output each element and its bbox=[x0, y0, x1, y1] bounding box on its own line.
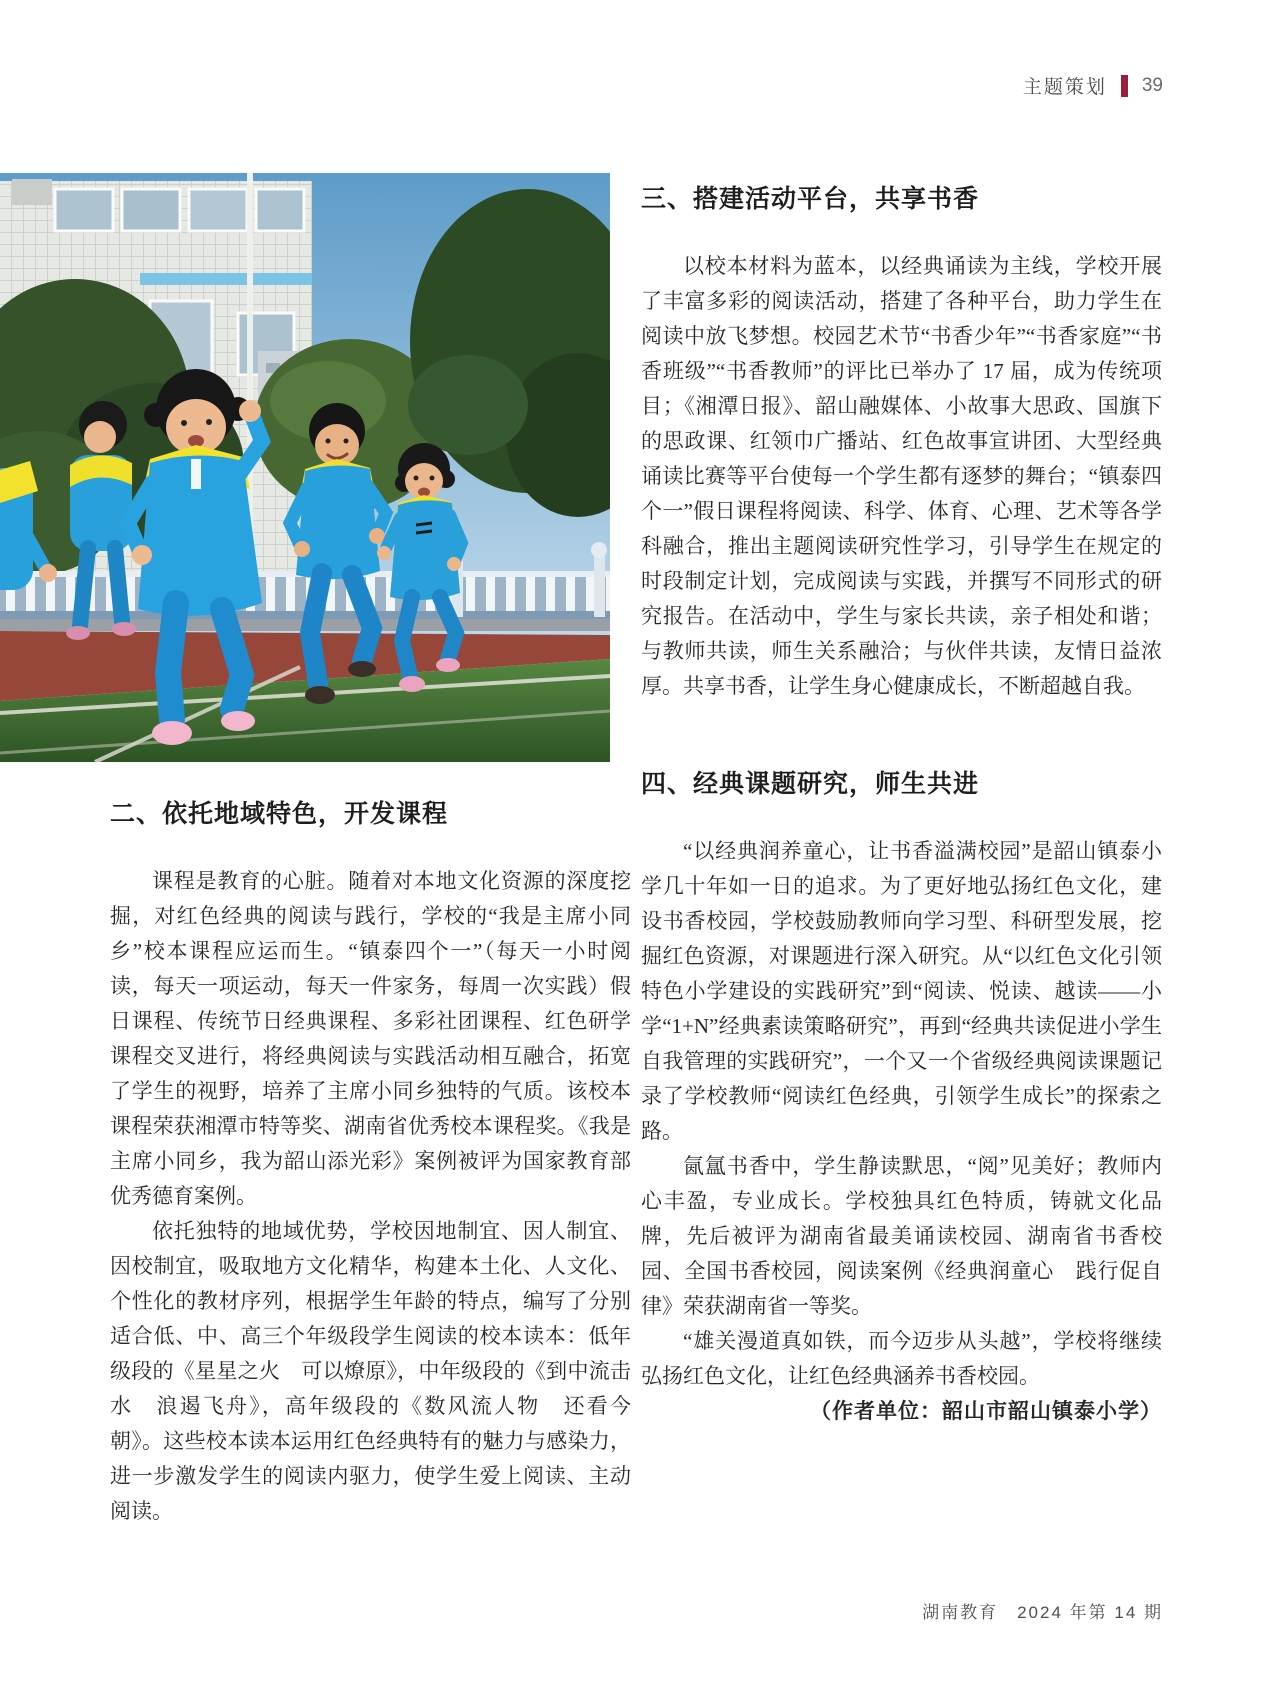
children-running-photo bbox=[0, 173, 610, 762]
page-footer bbox=[922, 1598, 1163, 1623]
section-3-paragraph-1: 以校本材料为蓝本，以经典诵读为主线，学校开展了丰富多彩的阅读活动，搭建了各种平台，助力学生在阅读中放飞梦想。校园艺术节“书香少年”“书香家庭”“书香班级”“书香教师”的评比已举办了 17 届，成为传统项目；《湘潭日报》、韶山融媒体、小故事大思政、国旗下的思政课、红领巾广播站、红色故事宣讲团、大型经典诵读比赛等平台使每一个学生都有逐梦的舞台；“镇泰四个一”假日课程将阅读、科学、体育、心理、艺术等各学科融合，推出主题阅读研究性学习，引导学生在规定的时段制定计划，完成阅读与实践，并撰写不同形式的研究报告。在活动中，学生与家长共读，亲子相处和谐；与教师共读，师生关系融洽；与伙伴共读，友情日益浓厚。共享书香，让学生身心健康成长，不断超越自我。 bbox=[641, 254, 1162, 698]
page-number: 39 bbox=[1141, 74, 1163, 96]
section-3 bbox=[641, 181, 1162, 704]
right-column bbox=[641, 181, 1162, 1429]
header-divider-bar bbox=[1121, 75, 1128, 97]
section-3-heading: 三、搭建活动平台，共享书香 bbox=[641, 185, 980, 213]
section-4-paragraph-3: “雄关漫道真如铁，而今迈步从头越”，学校将继续弘扬红色文化，让红色经典涵养书香校园。 bbox=[641, 1329, 1162, 1388]
photo-illustration bbox=[0, 173, 610, 762]
page-header bbox=[1023, 72, 1163, 99]
header-section-label: 主题策划 bbox=[1022, 77, 1107, 98]
author-attribution: （作者单位：韶山市韶山镇泰小学） bbox=[810, 1399, 1162, 1423]
footer-journal-issue: 湖南教育 2024 年第 14 期 bbox=[922, 1603, 1163, 1622]
section-2-heading: 二、依托地域特色，开发课程 bbox=[110, 800, 449, 828]
section-4-paragraph-2: 氤氲书香中，学生静读默思，“阅”见美好；教师内心丰盈，专业成长。学校独具红色特质，铸就文化品牌，先后被评为湖南省最美诵读校园、湖南省书香校园、全国书香校园，阅读案例《经典润童心 践行促自律》荣获湖南省一等奖。 bbox=[641, 1154, 1162, 1318]
section-2-paragraph-2: 依托独特的地域优势，学校因地制宜、因人制宜、因校制宜，吸取地方文化精华，构建本土化、人文化、个性化的教材序列，根据学生年龄的特点，编写了分别适合低、中、高三个年级段学生阅读的校本读本：低年级段的《星星之火 可以燎原》，中年级段的《到中流击水 浪遏飞舟》，高年级段的《数风流人物 还看今朝》。这些校本读本运用红色经典特有的魅力与感染力，进一步激发学生的阅读内驱力，使学生爱上阅读、主动阅读。 bbox=[110, 1219, 631, 1523]
section-4 bbox=[641, 766, 1162, 1429]
section-2-paragraph-1: 课程是教育的心脏。随着对本地文化资源的深度挖掘，对红色经典的阅读与践行，学校的“我是主席小同乡”校本课程应运而生。“镇泰四个一”（每天一小时阅读，每天一项运动，每天一件家务，每周一次实践）假日课程、传统节日经典课程、多彩社团课程、红色研学课程交叉进行，将经典阅读与实践活动相互融合，拓宽了学生的视野，培养了主席小同乡独特的气质。该校本课程荣获湘潭市特等奖、湖南省优秀校本课程奖。《我是主席小同乡，我为韶山添光彩》案例被评为国家教育部优秀德育案例。 bbox=[110, 869, 631, 1208]
section-4-paragraph-1: “以经典润养童心，让书香溢满校园”是韶山镇泰小学几十年如一日的追求。为了更好地弘扬红色文化，建设书香校园，学校鼓励教师向学习型、科研型发展，挖掘红色资源，对课题进行深入研究。从“以红色文化引领特色小学建设的实践研究”到“阅读、悦读、越读——小学“1+N”经典素读策略研究”，再到“经典共读促进小学生自我管理的实践研究”，一个又一个省级经典阅读课题记录了学校教师“阅读红色经典，引领学生成长”的探索之路。 bbox=[641, 839, 1162, 1143]
section-2 bbox=[110, 796, 631, 1529]
section-4-heading: 四、经典课题研究，师生共进 bbox=[641, 770, 980, 798]
